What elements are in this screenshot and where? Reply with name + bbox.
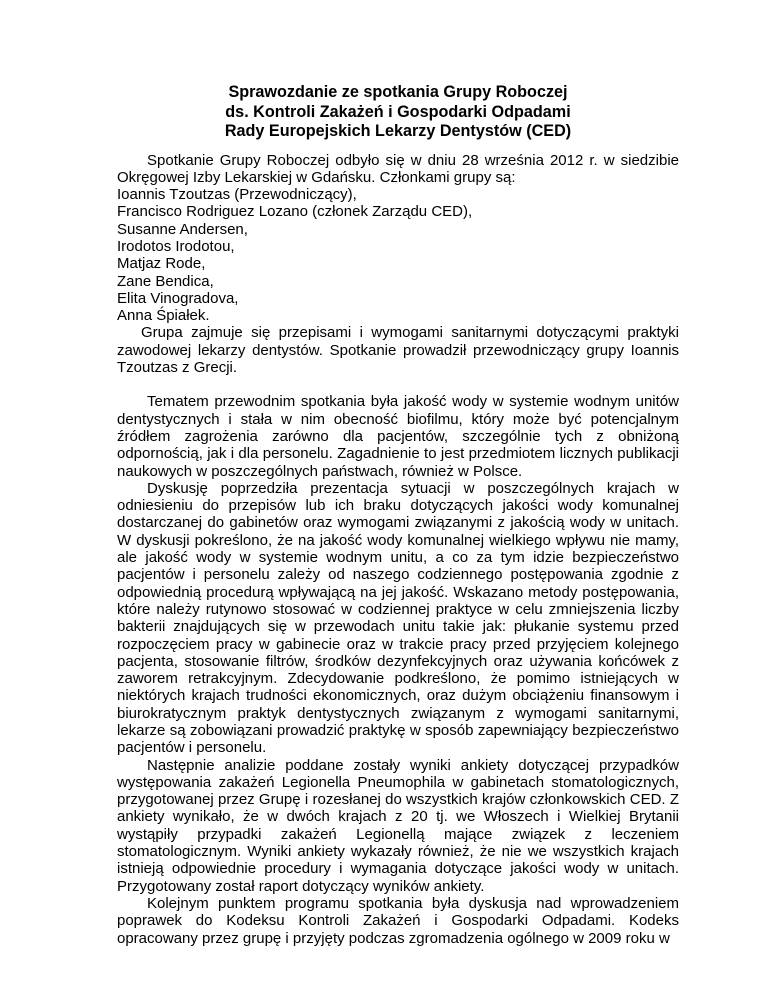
document-title bbox=[117, 83, 679, 142]
body-paragraph-2: Dyskusję poprzedziła prezentacja sytuacji w poszczególnych krajach w odniesieniu do przepisów lub ich braku dotyczących jakości wody komunalnej dostarczanej do gabinetów oraz wymogami związanymi z jakością wody w unitach. W dyskusji pokreślono, że na jakość wody komunalnej wielkiego wpływu nie mamy, ale jakość wody w systemie wodnym unitu, a co za tym idzie bezpieczeństwo pacjentów i personelu zależy od naszego codziennego postępowania zgodnie z odpowiednią procedurą wpływającą na jej jakość. Wskazano metody postępowania, które należy rutynowo stosować w codziennej praktyce w celu zmniejszenia liczby bakterii znajdujących się w przewodach unitu takie jak: płukanie systemu przed rozpoczęciem pracy w gabinecie oraz w trakcie pracy przed przyjęciem kolejnego pacjenta, stosowanie filtrów, środków dezynfekcyjnych oraz używania końcówek z zaworem retrakcyjnym. Zdecydowanie podkreślono, że pomimo istniejących w niektórych krajach trudności ekonomicznych, oraz dużym obciążeniu finansowym i biurokratycznym praktyk dentystycznych związanym z wymogami sanitarnymi, lekarze są zobowiązani prowadzić praktykę w sposób zapewniający bezpieczeństwo pacjentów i personelu. bbox=[117, 479, 679, 757]
member-item: Francisco Rodriguez Lozano (członek Zarządu CED), bbox=[117, 203, 473, 221]
member-item: Anna Śpiałek. bbox=[117, 307, 210, 325]
intro-paragraph: Spotkanie Grupy Roboczej odbyło się w dniu 28 września 2012 r. w siedzibie Okręgowej Izby Lekarskiej w Gdańsku. Członkami grupy są: bbox=[117, 151, 679, 186]
title-line-2: ds. Kontroli Zakażeń i Gospodarki Odpadami bbox=[225, 102, 571, 121]
title-line-3: Rady Europejskich Lekarzy Dentystów (CED) bbox=[224, 122, 572, 140]
title-line-1: Sprawozdanie ze spotkania Grupy Roboczej bbox=[228, 83, 568, 101]
body-paragraph-4: Kolejnym punktem programu spotkania była dyskusja nad wprowadzeniem poprawek do Kodeksu Kontroli Zakażeń i Gospodarki Odpadami. Kodeks opracowany przez grupę i przyjęty podczas zgromadzenia ogólnego w 2009 roku w bbox=[117, 894, 679, 947]
member-item: Elita Vinogradova, bbox=[117, 289, 239, 307]
member-item: Irodotos Irodotou, bbox=[117, 237, 235, 255]
paragraph-gap bbox=[117, 376, 679, 393]
document-page bbox=[117, 83, 679, 947]
member-item: Matjaz Rode, bbox=[117, 255, 206, 273]
member-list bbox=[117, 186, 679, 324]
body-paragraph-3: Następnie analizie poddane zostały wyniki ankiety dotyczącej przypadków występowania zakażeń Legionella Pneumophila w gabinetach stomatologicznych, przygotowanej przez Grupę i rozesłanej do wszystkich krajów członkowskich CED. Z ankiety wynikało, że w dwóch krajach z 20 tj. we Włoszech i Wielkiej Brytanii wystąpiły przypadki zakażeń Legionellą mające związek z leczeniem stomatologicznym. Wyniki ankiety wykazały również, że nie we wszystkich krajach istnieją odpowiednie procedury i wymagania dotyczące jakości wody w unitach. Przygotowany został raport dotyczący wyników ankiety. bbox=[117, 756, 679, 895]
group-note-paragraph: Grupa zajmuje się przepisami i wymogami sanitarnymi dotyczącymi praktyki zawodowej lekarzy dentystów. Spotkanie prowadził przewodniczący grupy Ioannis Tzoutzas z Grecji. bbox=[117, 324, 679, 377]
member-item: Susanne Andersen, bbox=[117, 220, 248, 238]
member-item: Ioannis Tzoutzas (Przewodniczący), bbox=[117, 186, 357, 204]
member-item: Zane Bendica, bbox=[117, 272, 214, 290]
body-paragraph-1: Tematem przewodnim spotkania była jakość wody w systemie wodnym unitów dentystycznych i stała w nim obecność biofilmu, który może być potencjalnym źródłem zagrożenia zarówno dla pacjentów, szczególnie tych z obniżoną odpornością, jak i dla personelu. Zagadnienie to jest przedmiotem licznych publikacji naukowych w poszczególnych państwach, również w Polsce. bbox=[117, 393, 679, 480]
